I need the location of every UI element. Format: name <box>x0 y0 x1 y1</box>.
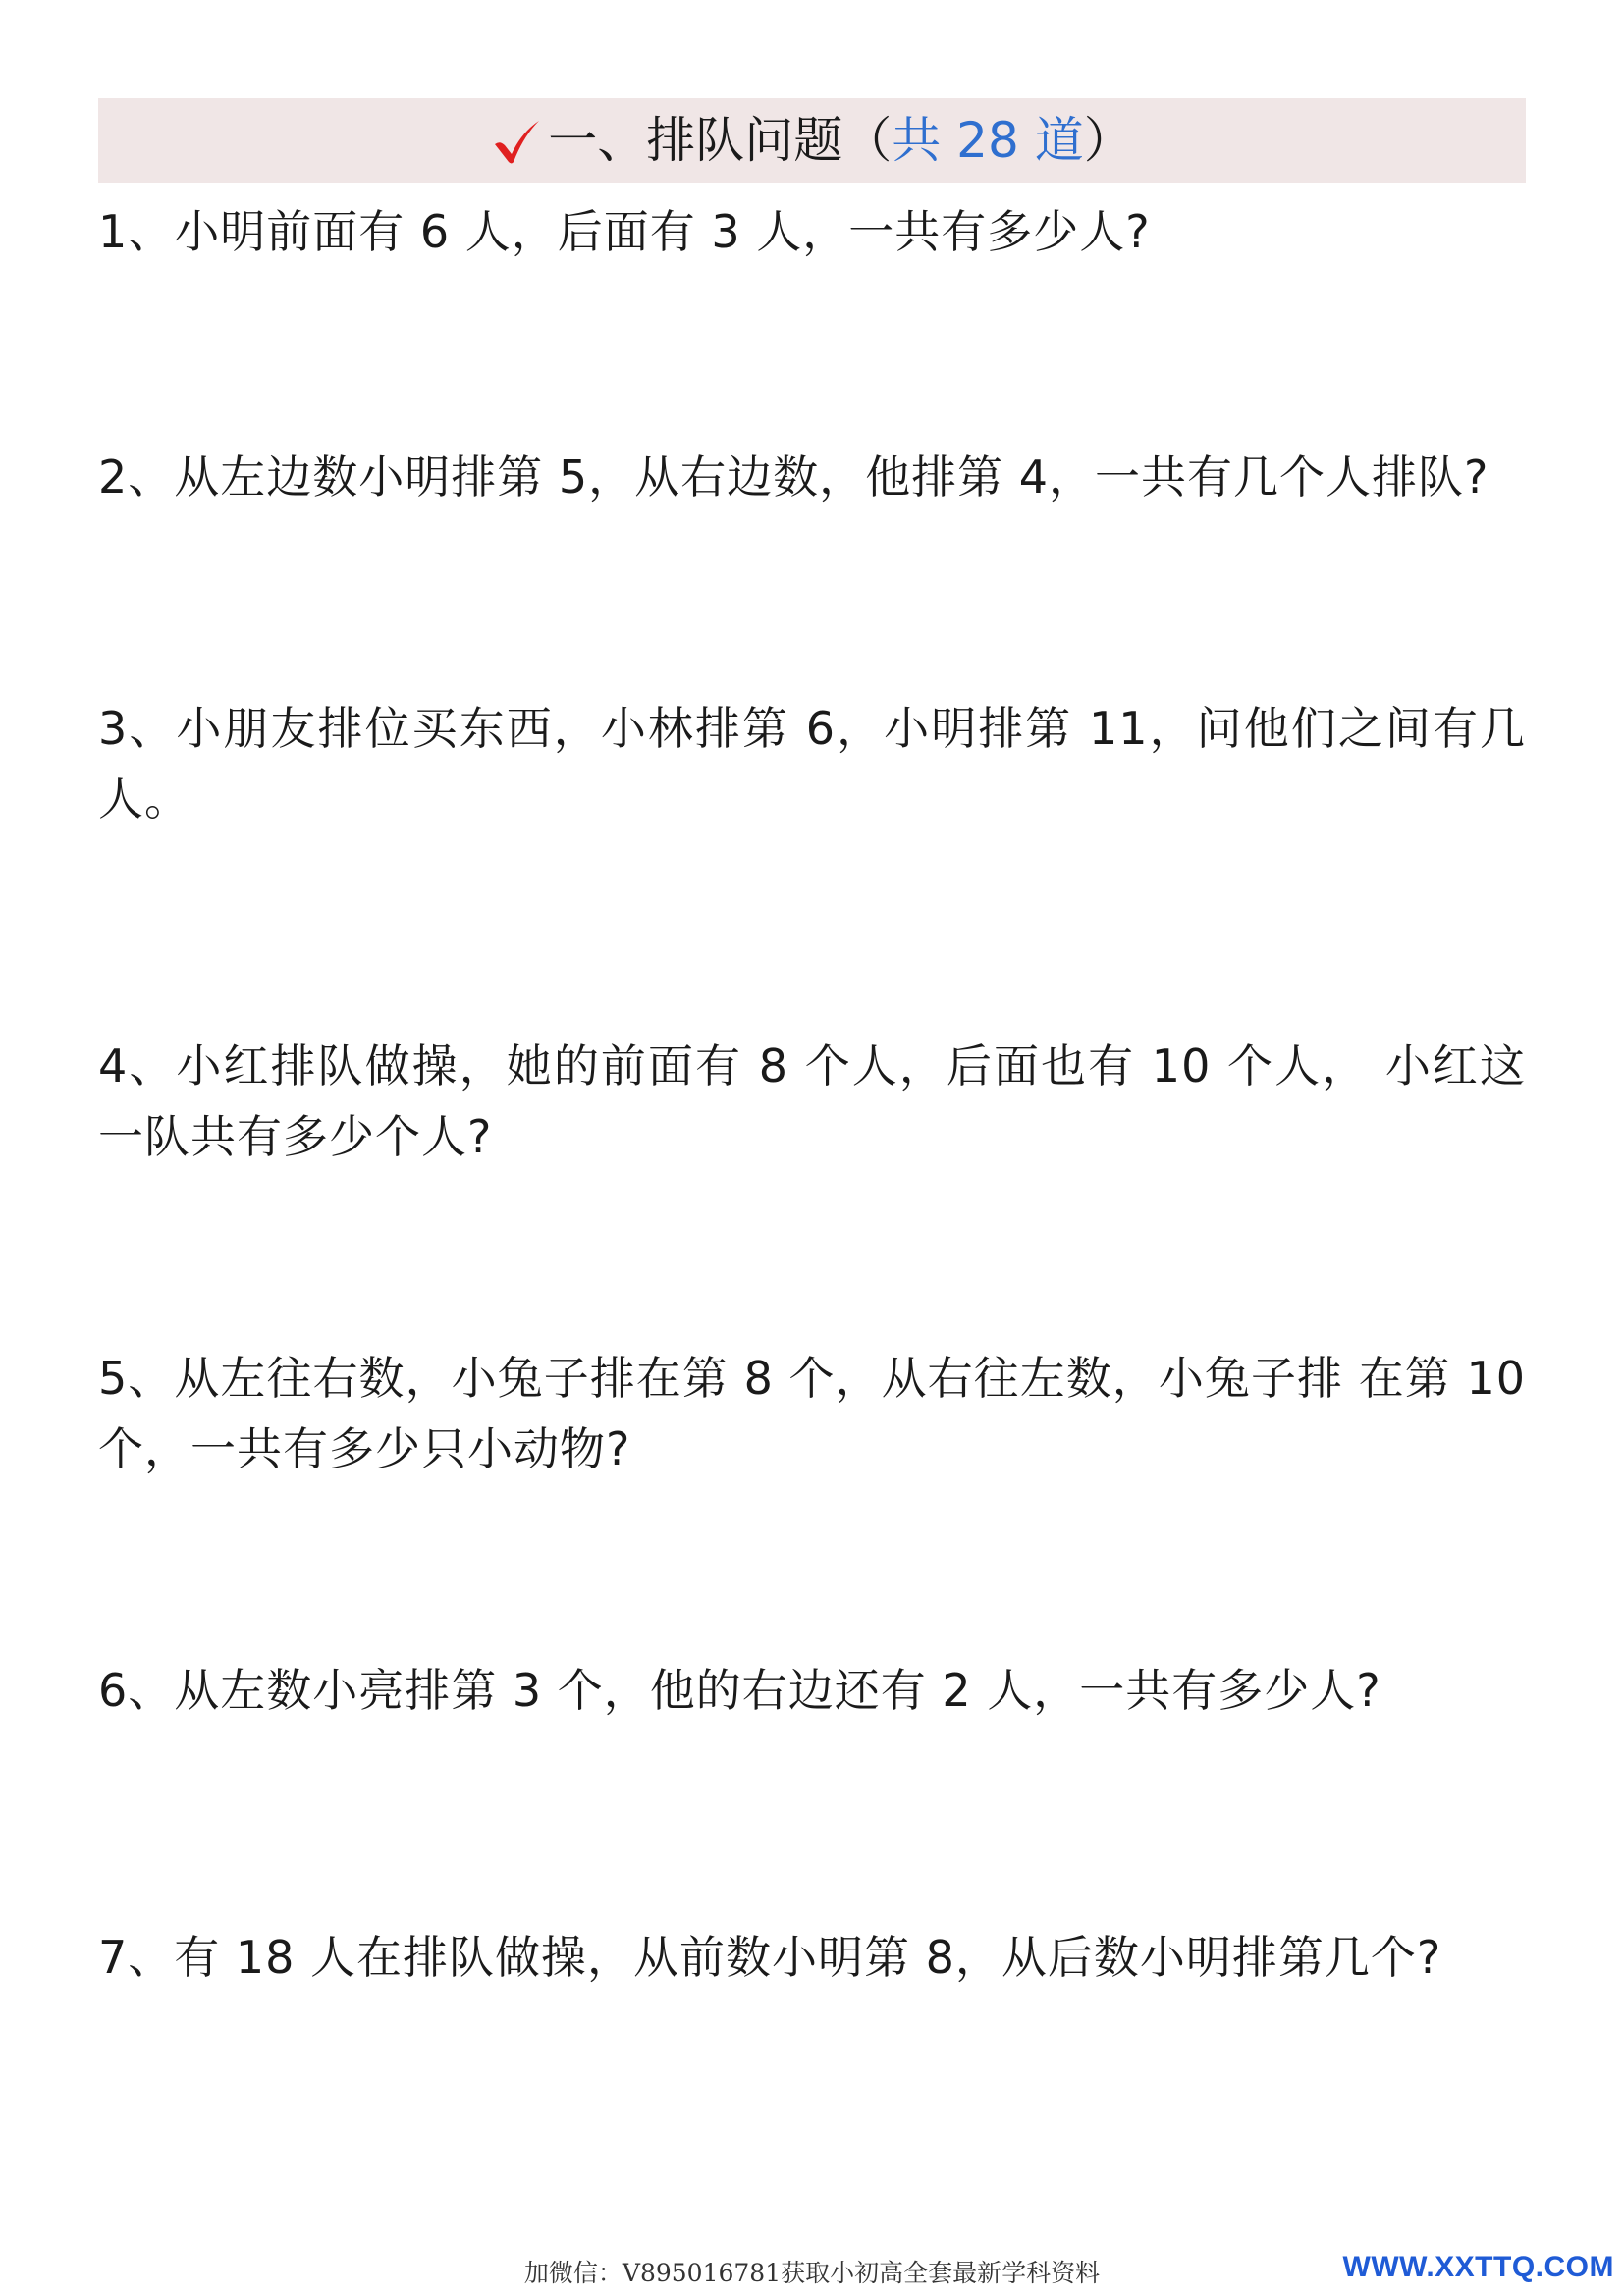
problem-2: 2、从左边数小明排第 5，从右边数，他排第 4，一共有几个人排队? <box>98 451 1489 504</box>
problem-4: 4、小红排队做操，她的前面有 8 个人，后面也有 10 个人， 小红这一队共有多少个人? <box>98 1040 1526 1163</box>
footer-contact-note: 加微信：V895016781获取小初高全套最新学科资料 <box>523 2259 1101 2287</box>
section-title-close: ） <box>1083 112 1133 169</box>
problem-3: 3、小朋友排位买东西，小林排第 6，小明排第 11，问他们之间有几人。 <box>98 702 1526 826</box>
section-title-text: 一、排队问题（ <box>548 112 893 169</box>
section-header <box>98 98 1526 183</box>
section-question-count: 共 28 道 <box>892 112 1084 169</box>
section-title <box>491 98 1132 183</box>
red-check-mark-icon <box>491 115 542 166</box>
problem-1: 1、小明前面有 6 人，后面有 3 人，一共有多少人? <box>98 205 1151 258</box>
footer-site-link[interactable]: WWW.XXTTQ.COM <box>1342 2251 1614 2283</box>
problem-5: 5、从左往右数，小兔子排在第 8 个，从右往左数，小兔子排 在第 10 个，一共有多少只小动物? <box>98 1352 1526 1475</box>
problem-6: 6、从左数小亮排第 3 个，他的右边还有 2 人，一共有多少人? <box>98 1664 1381 1717</box>
problem-7: 7、有 18 人在排队做操，从前数小明第 8，从后数小明排第几个? <box>98 1931 1442 1984</box>
